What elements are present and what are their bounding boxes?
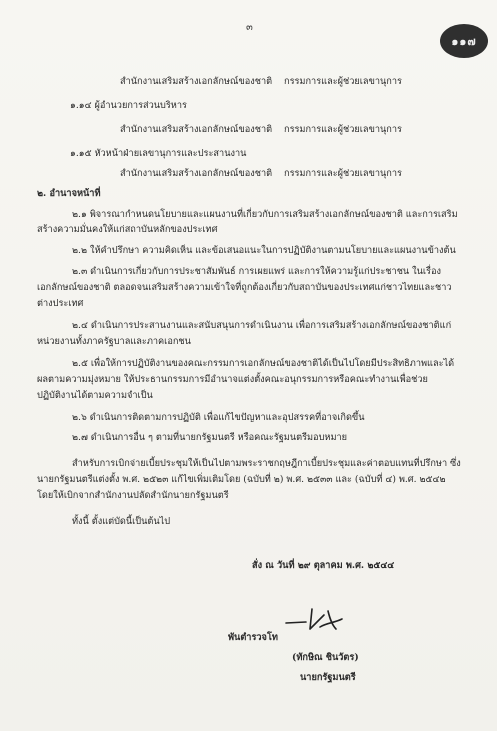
duty-2-1: ๒.๑ พิจารณากำหนดนโยบายและแผนงานที่เกี่ยวกับการเสริมสร้างเอกลักษณ์ของชาติ และการเสริม [72,209,458,220]
duty-2-7: ๒.๗ ดำเนินการอื่น ๆ ตามที่นายกรัฐมนตรี หรือคณะรัฐมนตรีมอบหมาย [72,432,348,443]
duty-2-3: ๒.๓ ดำเนินการเกี่ยวกับการประชาสัมพันธ์ การเผยแพร่ และการให้ความรู้แก่ประชาชน ในเรื่อง [72,266,441,277]
member-agency: สำนักงานเสริมสร้างเอกลักษณ์ของชาติ [120,168,273,179]
member-role: กรรมการและผู้ช่วยเลขานุการ [284,124,402,135]
duty-2-5-cont: ผลตามความมุ่งหมาย ให้ประธานกรรมการมีอำนาจแต่งตั้งคณะอนุกรรมการหรือคณะทำงานเพื่อช่วย [37,374,428,385]
order-date: สั่ง ณ วันที่ ๒๙ ตุลาคม พ.ศ. ๒๕๔๔ [252,560,395,571]
duty-2-4-cont: หน่วยงานทั้งภาครัฐบาลและภาคเอกชน [37,336,191,347]
member-agency: สำนักงานเสริมสร้างเอกลักษณ์ของชาติ [120,76,273,87]
duty-2-5: ๒.๕ เพื่อให้การปฏิบัติงานของคณะกรรมการเอกลักษณ์ของชาติได้เป็นไปโดยมีประสิทธิภาพและได้ [72,358,455,369]
duty-2-2: ๒.๒ ให้คำปรึกษา ความคิดเห็น และข้อเสนอแนะในการปฏิบัติงานตามนโยบายและแผนงานข้างต้น [72,245,456,256]
member-role: กรรมการและผู้ช่วยเลขานุการ [284,168,402,179]
member-role: กรรมการและผู้ช่วยเลขานุการ [284,76,402,87]
duty-2-3-cont: เอกลักษณ์ของชาติ ตลอดจนเสริมสร้างความเข้าใจที่ถูกต้องเกี่ยวกับสถาบันของประเทศแก่ชาวไทยและชาว [37,282,452,293]
effective-statement: ทั้งนี้ ตั้งแต่บัดนี้เป็นต้นไป [72,516,171,527]
duty-2-5-cont: ปฏิบัติงานได้ตามความจำเป็น [37,390,153,401]
handwritten-signature [284,605,354,633]
allowance-paragraph-cont: โดยให้เบิกจากสำนักงานปลัดสำนักนายกรัฐมนตรี [37,490,229,501]
page-stamp: ๑๑๗ [440,24,488,58]
signatory-title: นายกรัฐมนตรี [300,672,356,683]
duty-2-1-cont: สร้างความมั่นคงให้แก่สถาบันหลักของประเทศ [37,224,218,235]
duty-2-4: ๒.๔ ดำเนินการประสานงานและสนับสนุนการดำเนินงาน เพื่อการเสริมสร้างเอกลักษณ์ของชาติแก่ [72,320,452,331]
signatory-rank: พันตำรวจโท [228,632,278,643]
section-heading: ๒. อำนาจหน้าที่ [37,188,101,199]
allowance-paragraph: สำหรับการเบิกจ่ายเบี้ยประชุมให้เป็นไปตามพระราชกฤษฎีกาเบี้ยประชุมและค่าตอบแทนที่ปรึกษา ซึ่ง [72,458,461,469]
duty-2-3-cont: ต่างประเทศ [37,298,84,309]
duty-2-6: ๒.๖ ดำเนินการติดตามการปฏิบัติ เพื่อแก้ไขปัญหาและอุปสรรคที่อาจเกิดขึ้น [72,412,365,423]
member-agency: สำนักงานเสริมสร้างเอกลักษณ์ของชาติ [120,124,273,135]
member-item-1-14: ๑.๑๔ ผู้อำนวยการส่วนบริหาร [70,100,187,111]
page-number: ๓ [246,22,253,33]
signatory-name: (ทักษิณ ชินวัตร) [292,652,359,663]
member-item-1-15: ๑.๑๕ หัวหน้าฝ่ายเลขานุการและประสานงาน [70,148,247,159]
allowance-paragraph-cont: นายกรัฐมนตรีแต่งตั้ง พ.ศ. ๒๕๒๓ แก้ไขเพิ่มเติมโดย (ฉบับที่ ๒) พ.ศ. ๒๕๓๓ และ (ฉบับที่ ๔) พ.ศ. ๒๕๔๒ [37,474,446,485]
